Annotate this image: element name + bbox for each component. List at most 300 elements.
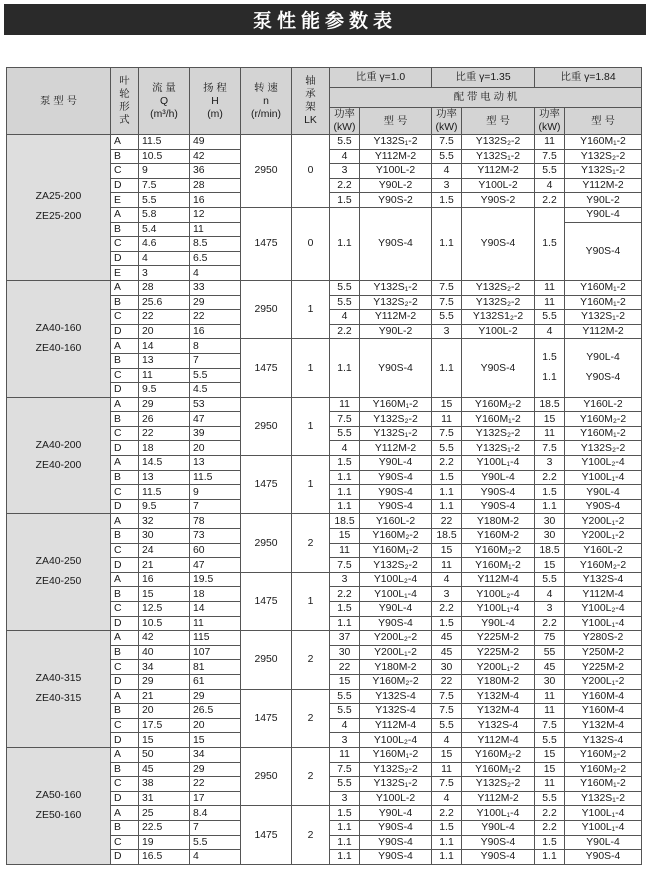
motor-type-cell: Y100L₁-4: [462, 456, 535, 471]
head-cell: 7: [190, 499, 241, 514]
motor-power-value: 1.1: [542, 372, 557, 383]
motor-power-cell: 2.2: [432, 806, 462, 821]
head-cell: 13: [190, 456, 241, 471]
motor-type-cell: Y225M-2: [462, 631, 535, 646]
head-cell: 60: [190, 543, 241, 558]
motor-type-cell: Y132S1₂-2: [462, 310, 535, 325]
flow-cell: 22.5: [139, 820, 190, 835]
bearing-cell: 2: [292, 631, 330, 689]
motor-type-cell: Y160M₂-2: [565, 558, 642, 573]
motor-power-cell: 1.1: [432, 207, 462, 280]
impeller-type-cell: B: [111, 704, 139, 719]
motor-type-cell: Y90L-2: [360, 324, 432, 339]
impeller-type-cell: C: [111, 835, 139, 850]
motor-type-cell: Y100L₂-4: [462, 587, 535, 602]
pump-model-za: ZA25-200: [35, 191, 82, 203]
flow-cell: 15: [139, 733, 190, 748]
motor-power-cell: 5.5: [330, 777, 360, 792]
motor-type-cell: Y160M-4: [565, 704, 642, 719]
pump-model-ze: ZE25-200: [35, 211, 82, 223]
impeller-type-cell: D: [111, 674, 139, 689]
motor-power-cell: 1.5: [432, 470, 462, 485]
head-cell: 4: [190, 266, 241, 281]
motor-type-cell: Y200L₁-2: [565, 514, 642, 529]
motor-power-cell: 2.2: [432, 602, 462, 617]
motor-type-cell: Y90L-4: [565, 485, 642, 500]
flow-cell: 5.8: [139, 207, 190, 222]
pump-model-za: ZA40-200: [35, 439, 82, 451]
motor-type-cell: Y112M-2: [462, 791, 535, 806]
motor-power-value: 1.5: [542, 352, 557, 363]
flow-cell: 45: [139, 762, 190, 777]
table-row: [7, 397, 642, 412]
motor-type-cell: Y160L-2: [565, 397, 642, 412]
impeller-type-cell: A: [111, 514, 139, 529]
head-cell: 11: [190, 616, 241, 631]
motor-type-cell: Y132S₁-2: [565, 164, 642, 179]
head-cell: 16: [190, 193, 241, 208]
motor-power-cell: 2.2: [535, 806, 565, 821]
motor-power-cell: 5.5: [330, 426, 360, 441]
impeller-type-cell: C: [111, 777, 139, 792]
motor-power-cell: 11: [535, 689, 565, 704]
motor-power-cell: 11: [432, 558, 462, 573]
motor-type-cell: Y132S-4: [360, 689, 432, 704]
motor-power-cell: 3: [330, 733, 360, 748]
flow-cell: 10.5: [139, 149, 190, 164]
motor-power-cell: 1.5: [535, 207, 565, 280]
impeller-type-cell: B: [111, 222, 139, 237]
impeller-type-cell: C: [111, 543, 139, 558]
head-cell: 39: [190, 426, 241, 441]
flow-cell: 13: [139, 470, 190, 485]
motor-type-cell: Y90S-4: [565, 499, 642, 514]
pump-model-ze: ZE40-250: [35, 576, 82, 588]
motor-type-cell: Y250M-2: [565, 645, 642, 660]
motor-power-cell: 15: [330, 529, 360, 544]
motor-power-cell: 3: [330, 791, 360, 806]
motor-power-cell: 4: [330, 310, 360, 325]
motor-power-cell: 4: [535, 587, 565, 602]
bearing-cell: 1: [292, 280, 330, 338]
head-cell: 8: [190, 339, 241, 354]
motor-type-cell: [565, 339, 642, 397]
motor-type-cell: Y132S₂-2: [565, 441, 642, 456]
motor-type-cell: Y132S₁-2: [360, 135, 432, 150]
motor-type-cell: Y200L₂-2: [360, 631, 432, 646]
impeller-type-cell: A: [111, 339, 139, 354]
motor-power-cell: 7.5: [432, 689, 462, 704]
motor-power-cell: 4: [432, 572, 462, 587]
head-cell: 29: [190, 762, 241, 777]
motor-power-cell: 1.1: [535, 850, 565, 865]
impeller-type-cell: B: [111, 295, 139, 310]
motor-type-cell: Y100L-2: [462, 178, 535, 193]
motor-type-cell: Y132S₁-2: [565, 791, 642, 806]
motor-power-cell: 11: [535, 426, 565, 441]
impeller-type-cell: D: [111, 616, 139, 631]
header-type-3: 型 号: [565, 108, 642, 135]
head-cell: 49: [190, 135, 241, 150]
motor-power-cell: 3: [432, 587, 462, 602]
flow-cell: 24: [139, 543, 190, 558]
pump-model-za: ZA40-160: [35, 322, 82, 334]
header-motor-group: 配 带 电 动 机: [330, 88, 642, 108]
pump-model-cell: [7, 135, 111, 281]
table-body: [7, 135, 642, 865]
motor-power-cell: 5.5: [330, 280, 360, 295]
motor-power-cell: 11: [330, 543, 360, 558]
flow-cell: 34: [139, 660, 190, 675]
speed-cell: 2950: [241, 280, 292, 338]
motor-type-cell: Y132S-4: [565, 572, 642, 587]
flow-cell: 9.5: [139, 499, 190, 514]
motor-power-cell: 3: [330, 572, 360, 587]
motor-type-cell: Y160M₂-2: [565, 762, 642, 777]
motor-type-cell: Y100L-2: [360, 791, 432, 806]
motor-type-cell: Y180M-2: [462, 674, 535, 689]
impeller-type-cell: B: [111, 412, 139, 427]
flow-cell: 28: [139, 280, 190, 295]
motor-type-cell: Y160M₂-2: [462, 747, 535, 762]
impeller-type-cell: A: [111, 747, 139, 762]
motor-power-cell: 5.5: [432, 718, 462, 733]
motor-power-cell: 7.5: [432, 295, 462, 310]
impeller-type-cell: D: [111, 324, 139, 339]
motor-type-cell: Y180M-2: [360, 660, 432, 675]
impeller-type-cell: C: [111, 237, 139, 252]
motor-type-cell: Y90S-4: [360, 485, 432, 500]
motor-type-cell: Y90S-4: [360, 339, 432, 397]
motor-power-cell: 2.2: [535, 470, 565, 485]
motor-type-cell: Y160M-4: [565, 689, 642, 704]
bearing-cell: 2: [292, 689, 330, 747]
motor-power-cell: 3: [330, 164, 360, 179]
motor-power-cell: 5.5: [330, 704, 360, 719]
motor-type-cell: Y132S₂-2: [565, 149, 642, 164]
motor-type-cell: Y200L₁-2: [565, 674, 642, 689]
motor-power-cell: 55: [535, 645, 565, 660]
motor-type-cell: Y132M-4: [565, 718, 642, 733]
motor-type-cell: Y225M-2: [462, 645, 535, 660]
impeller-type-cell: C: [111, 660, 139, 675]
motor-type-cell: Y90S-4: [462, 499, 535, 514]
head-cell: 29: [190, 295, 241, 310]
motor-type-cell: Y90L-2: [565, 193, 642, 208]
motor-power-cell: 1.1: [330, 485, 360, 500]
motor-power-cell: 22: [330, 660, 360, 675]
motor-power-cell: 15: [535, 762, 565, 777]
flow-cell: 10.5: [139, 616, 190, 631]
motor-power-cell: 1.1: [330, 339, 360, 397]
speed-cell: 1475: [241, 339, 292, 397]
impeller-type-cell: B: [111, 645, 139, 660]
impeller-type-cell: D: [111, 441, 139, 456]
head-cell: 47: [190, 412, 241, 427]
motor-type-cell: Y90S-4: [360, 499, 432, 514]
motor-type-cell: Y160M₁-2: [462, 558, 535, 573]
table-row: [7, 135, 642, 150]
flow-cell: 4.6: [139, 237, 190, 252]
motor-type-cell: Y160M₁-2: [462, 762, 535, 777]
motor-power-cell: 2.2: [535, 616, 565, 631]
motor-type-cell: Y100L₁-4: [565, 470, 642, 485]
speed-cell: 2950: [241, 631, 292, 689]
impeller-type-cell: A: [111, 135, 139, 150]
motor-power-cell: 5.5: [432, 441, 462, 456]
pump-model-cell: [7, 514, 111, 631]
motor-power-cell: 1.5: [330, 456, 360, 471]
impeller-type-cell: D: [111, 499, 139, 514]
flow-cell: 16.5: [139, 850, 190, 865]
motor-type-value: Y90S-4: [585, 372, 621, 383]
motor-type-cell: Y100L₂-4: [565, 602, 642, 617]
head-cell: 81: [190, 660, 241, 675]
motor-type-cell: Y132S-4: [565, 733, 642, 748]
header-flow: 流 量 Q (m³/h): [139, 68, 190, 135]
head-cell: 20: [190, 441, 241, 456]
flow-cell: 11.5: [139, 135, 190, 150]
motor-type-cell: Y90S-4: [360, 470, 432, 485]
head-cell: 4.5: [190, 383, 241, 398]
motor-power-cell: 7.5: [432, 280, 462, 295]
head-cell: 28: [190, 178, 241, 193]
flow-cell: 19: [139, 835, 190, 850]
head-cell: 29: [190, 689, 241, 704]
motor-type-value: Y90L-4: [586, 352, 620, 363]
motor-type-cell: Y132S₂-2: [360, 762, 432, 777]
motor-power-cell: 7.5: [432, 426, 462, 441]
motor-type-cell: Y90L-4: [360, 456, 432, 471]
pump-model-cell: [7, 631, 111, 748]
motor-type-cell: Y160M-2: [462, 529, 535, 544]
motor-power-cell: 3: [432, 178, 462, 193]
header-sg-2: 比重 γ=1.35: [432, 68, 535, 88]
pump-performance-table: [6, 67, 642, 865]
speed-cell: 2950: [241, 397, 292, 455]
motor-power-cell: 45: [535, 660, 565, 675]
pump-model-ze: ZE40-160: [35, 342, 82, 354]
flow-cell: 15: [139, 587, 190, 602]
flow-cell: 21: [139, 558, 190, 573]
motor-power-cell: 1.1: [330, 850, 360, 865]
motor-power-cell: 5.5: [330, 295, 360, 310]
motor-power-cell: 1.5: [432, 193, 462, 208]
head-cell: 107: [190, 645, 241, 660]
header-bearing: 轴 承 架 LK: [292, 68, 330, 135]
speed-cell: 2950: [241, 747, 292, 805]
motor-power-cell: 7.5: [535, 718, 565, 733]
bearing-cell: 0: [292, 207, 330, 280]
motor-power-cell: 5.5: [432, 149, 462, 164]
motor-power-cell: 7.5: [432, 777, 462, 792]
bearing-cell: 0: [292, 135, 330, 208]
table-row: [7, 631, 642, 646]
motor-type-cell: Y90S-4: [360, 207, 432, 280]
page-title: 泵性能参数表: [4, 4, 646, 35]
flow-cell: 11: [139, 368, 190, 383]
motor-power-cell: 2.2: [330, 178, 360, 193]
motor-power-cell: 2.2: [535, 193, 565, 208]
motor-type-cell: Y100L₂-4: [565, 456, 642, 471]
motor-power-cell: 1.5: [432, 616, 462, 631]
flow-cell: 40: [139, 645, 190, 660]
flow-cell: 26: [139, 412, 190, 427]
flow-cell: 29: [139, 674, 190, 689]
motor-type-cell: Y100L₁-4: [565, 820, 642, 835]
motor-power-cell: 4: [535, 324, 565, 339]
flow-cell: 9: [139, 164, 190, 179]
pump-model-za: ZA40-250: [35, 556, 82, 568]
motor-type-cell: Y160M₂-2: [360, 674, 432, 689]
motor-power-cell: 5.5: [535, 791, 565, 806]
head-cell: 78: [190, 514, 241, 529]
motor-type-cell: Y90S-2: [360, 193, 432, 208]
head-cell: 26.5: [190, 704, 241, 719]
head-cell: 8.4: [190, 806, 241, 821]
motor-power-cell: 2.2: [330, 324, 360, 339]
motor-power-cell: 11: [535, 135, 565, 150]
bearing-cell: 2: [292, 747, 330, 805]
motor-type-cell: Y132S-4: [462, 718, 535, 733]
speed-cell: 1475: [241, 572, 292, 630]
motor-type-cell: Y160M₂-2: [360, 529, 432, 544]
motor-type-cell: Y132M-4: [462, 689, 535, 704]
motor-type-cell: Y90L-4: [565, 835, 642, 850]
head-cell: 34: [190, 747, 241, 762]
head-cell: 61: [190, 674, 241, 689]
motor-power-cell: 2.2: [535, 820, 565, 835]
flow-cell: 30: [139, 529, 190, 544]
motor-power-cell: 1.5: [330, 193, 360, 208]
motor-type-cell: Y100L₂-4: [360, 572, 432, 587]
impeller-type-cell: C: [111, 718, 139, 733]
motor-power-cell: 30: [432, 660, 462, 675]
head-cell: 7: [190, 820, 241, 835]
motor-type-cell: Y112M-2: [462, 164, 535, 179]
motor-power-cell: 4: [330, 149, 360, 164]
motor-type-cell: Y132S₁-2: [565, 310, 642, 325]
motor-type-cell: Y160L-2: [565, 543, 642, 558]
motor-type-cell: Y100L₁-4: [565, 806, 642, 821]
impeller-type-cell: D: [111, 178, 139, 193]
head-cell: 11: [190, 222, 241, 237]
motor-type-cell: Y132S₂-2: [360, 558, 432, 573]
motor-power-cell: 15: [432, 747, 462, 762]
bearing-cell: 1: [292, 339, 330, 397]
motor-power-cell: 7.5: [432, 135, 462, 150]
motor-type-cell: Y112M-2: [360, 310, 432, 325]
head-cell: 12: [190, 207, 241, 222]
bearing-cell: 2: [292, 514, 330, 572]
motor-power-cell: 2.2: [330, 587, 360, 602]
motor-type-cell: Y100L₁-4: [462, 602, 535, 617]
impeller-type-cell: C: [111, 164, 139, 179]
head-cell: 22: [190, 310, 241, 325]
motor-power-cell: 15: [535, 412, 565, 427]
head-cell: 8.5: [190, 237, 241, 252]
motor-type-cell: Y160M₁-2: [462, 412, 535, 427]
bearing-cell: 1: [292, 572, 330, 630]
impeller-type-cell: E: [111, 266, 139, 281]
motor-power-cell: 1.1: [330, 616, 360, 631]
motor-type-cell: Y112M-2: [565, 324, 642, 339]
bearing-cell: 1: [292, 456, 330, 514]
motor-power-cell: 5.5: [330, 689, 360, 704]
head-cell: 5.5: [190, 368, 241, 383]
motor-type-cell: Y112M-2: [565, 178, 642, 193]
motor-type-cell: Y160M₂-2: [565, 412, 642, 427]
motor-power-cell: 11: [432, 762, 462, 777]
motor-type-cell: Y112M-2: [360, 441, 432, 456]
motor-power-cell: 1.5: [432, 820, 462, 835]
flow-cell: 25.6: [139, 295, 190, 310]
motor-type-cell: Y100L₂-4: [360, 733, 432, 748]
motor-type-cell: Y132S₁-2: [462, 441, 535, 456]
flow-cell: 42: [139, 631, 190, 646]
impeller-type-cell: D: [111, 791, 139, 806]
motor-power-cell: 15: [330, 674, 360, 689]
head-cell: 42: [190, 149, 241, 164]
motor-type-cell: Y90L-4: [565, 207, 642, 222]
head-cell: 20: [190, 718, 241, 733]
header-power-3: 功率 (kW): [535, 108, 565, 135]
flow-cell: 21: [139, 689, 190, 704]
head-cell: 14: [190, 602, 241, 617]
impeller-type-cell: B: [111, 149, 139, 164]
motor-power-cell: 5.5: [535, 572, 565, 587]
impeller-type-cell: B: [111, 353, 139, 368]
motor-power-cell: 22: [432, 674, 462, 689]
motor-power-cell: 30: [330, 645, 360, 660]
motor-type-cell: Y90S-4: [462, 339, 535, 397]
motor-type-cell: Y132S₁-2: [462, 149, 535, 164]
impeller-type-cell: B: [111, 470, 139, 485]
flow-cell: 17.5: [139, 718, 190, 733]
motor-type-cell: Y100L-2: [360, 164, 432, 179]
motor-type-cell: Y132S₂-2: [462, 295, 535, 310]
head-cell: 11.5: [190, 470, 241, 485]
pump-model-cell: [7, 397, 111, 514]
motor-power-cell: 1.1: [330, 820, 360, 835]
motor-type-cell: Y160M₂-2: [462, 543, 535, 558]
motor-power-cell: 75: [535, 631, 565, 646]
motor-power-cell: 15: [432, 397, 462, 412]
header-power-2: 功率 (kW): [432, 108, 462, 135]
head-cell: 5.5: [190, 835, 241, 850]
motor-power-cell: 5.5: [330, 135, 360, 150]
speed-cell: 1475: [241, 207, 292, 280]
motor-power-cell: 4: [330, 441, 360, 456]
head-cell: 19.5: [190, 572, 241, 587]
bearing-cell: 2: [292, 806, 330, 864]
flow-cell: 9.5: [139, 383, 190, 398]
impeller-type-cell: B: [111, 529, 139, 544]
motor-power-cell: 4: [432, 733, 462, 748]
motor-power-cell: 1.1: [330, 470, 360, 485]
impeller-type-cell: A: [111, 806, 139, 821]
motor-type-cell: Y100L₁-4: [565, 616, 642, 631]
flow-cell: 20: [139, 704, 190, 719]
motor-type-cell: Y112M-2: [360, 149, 432, 164]
impeller-type-cell: A: [111, 207, 139, 222]
head-cell: 7: [190, 353, 241, 368]
flow-cell: 38: [139, 777, 190, 792]
motor-power-cell: 7.5: [432, 704, 462, 719]
flow-cell: 50: [139, 747, 190, 762]
motor-type-cell: Y132S₂-2: [462, 135, 535, 150]
motor-power-cell: 1.5: [535, 485, 565, 500]
